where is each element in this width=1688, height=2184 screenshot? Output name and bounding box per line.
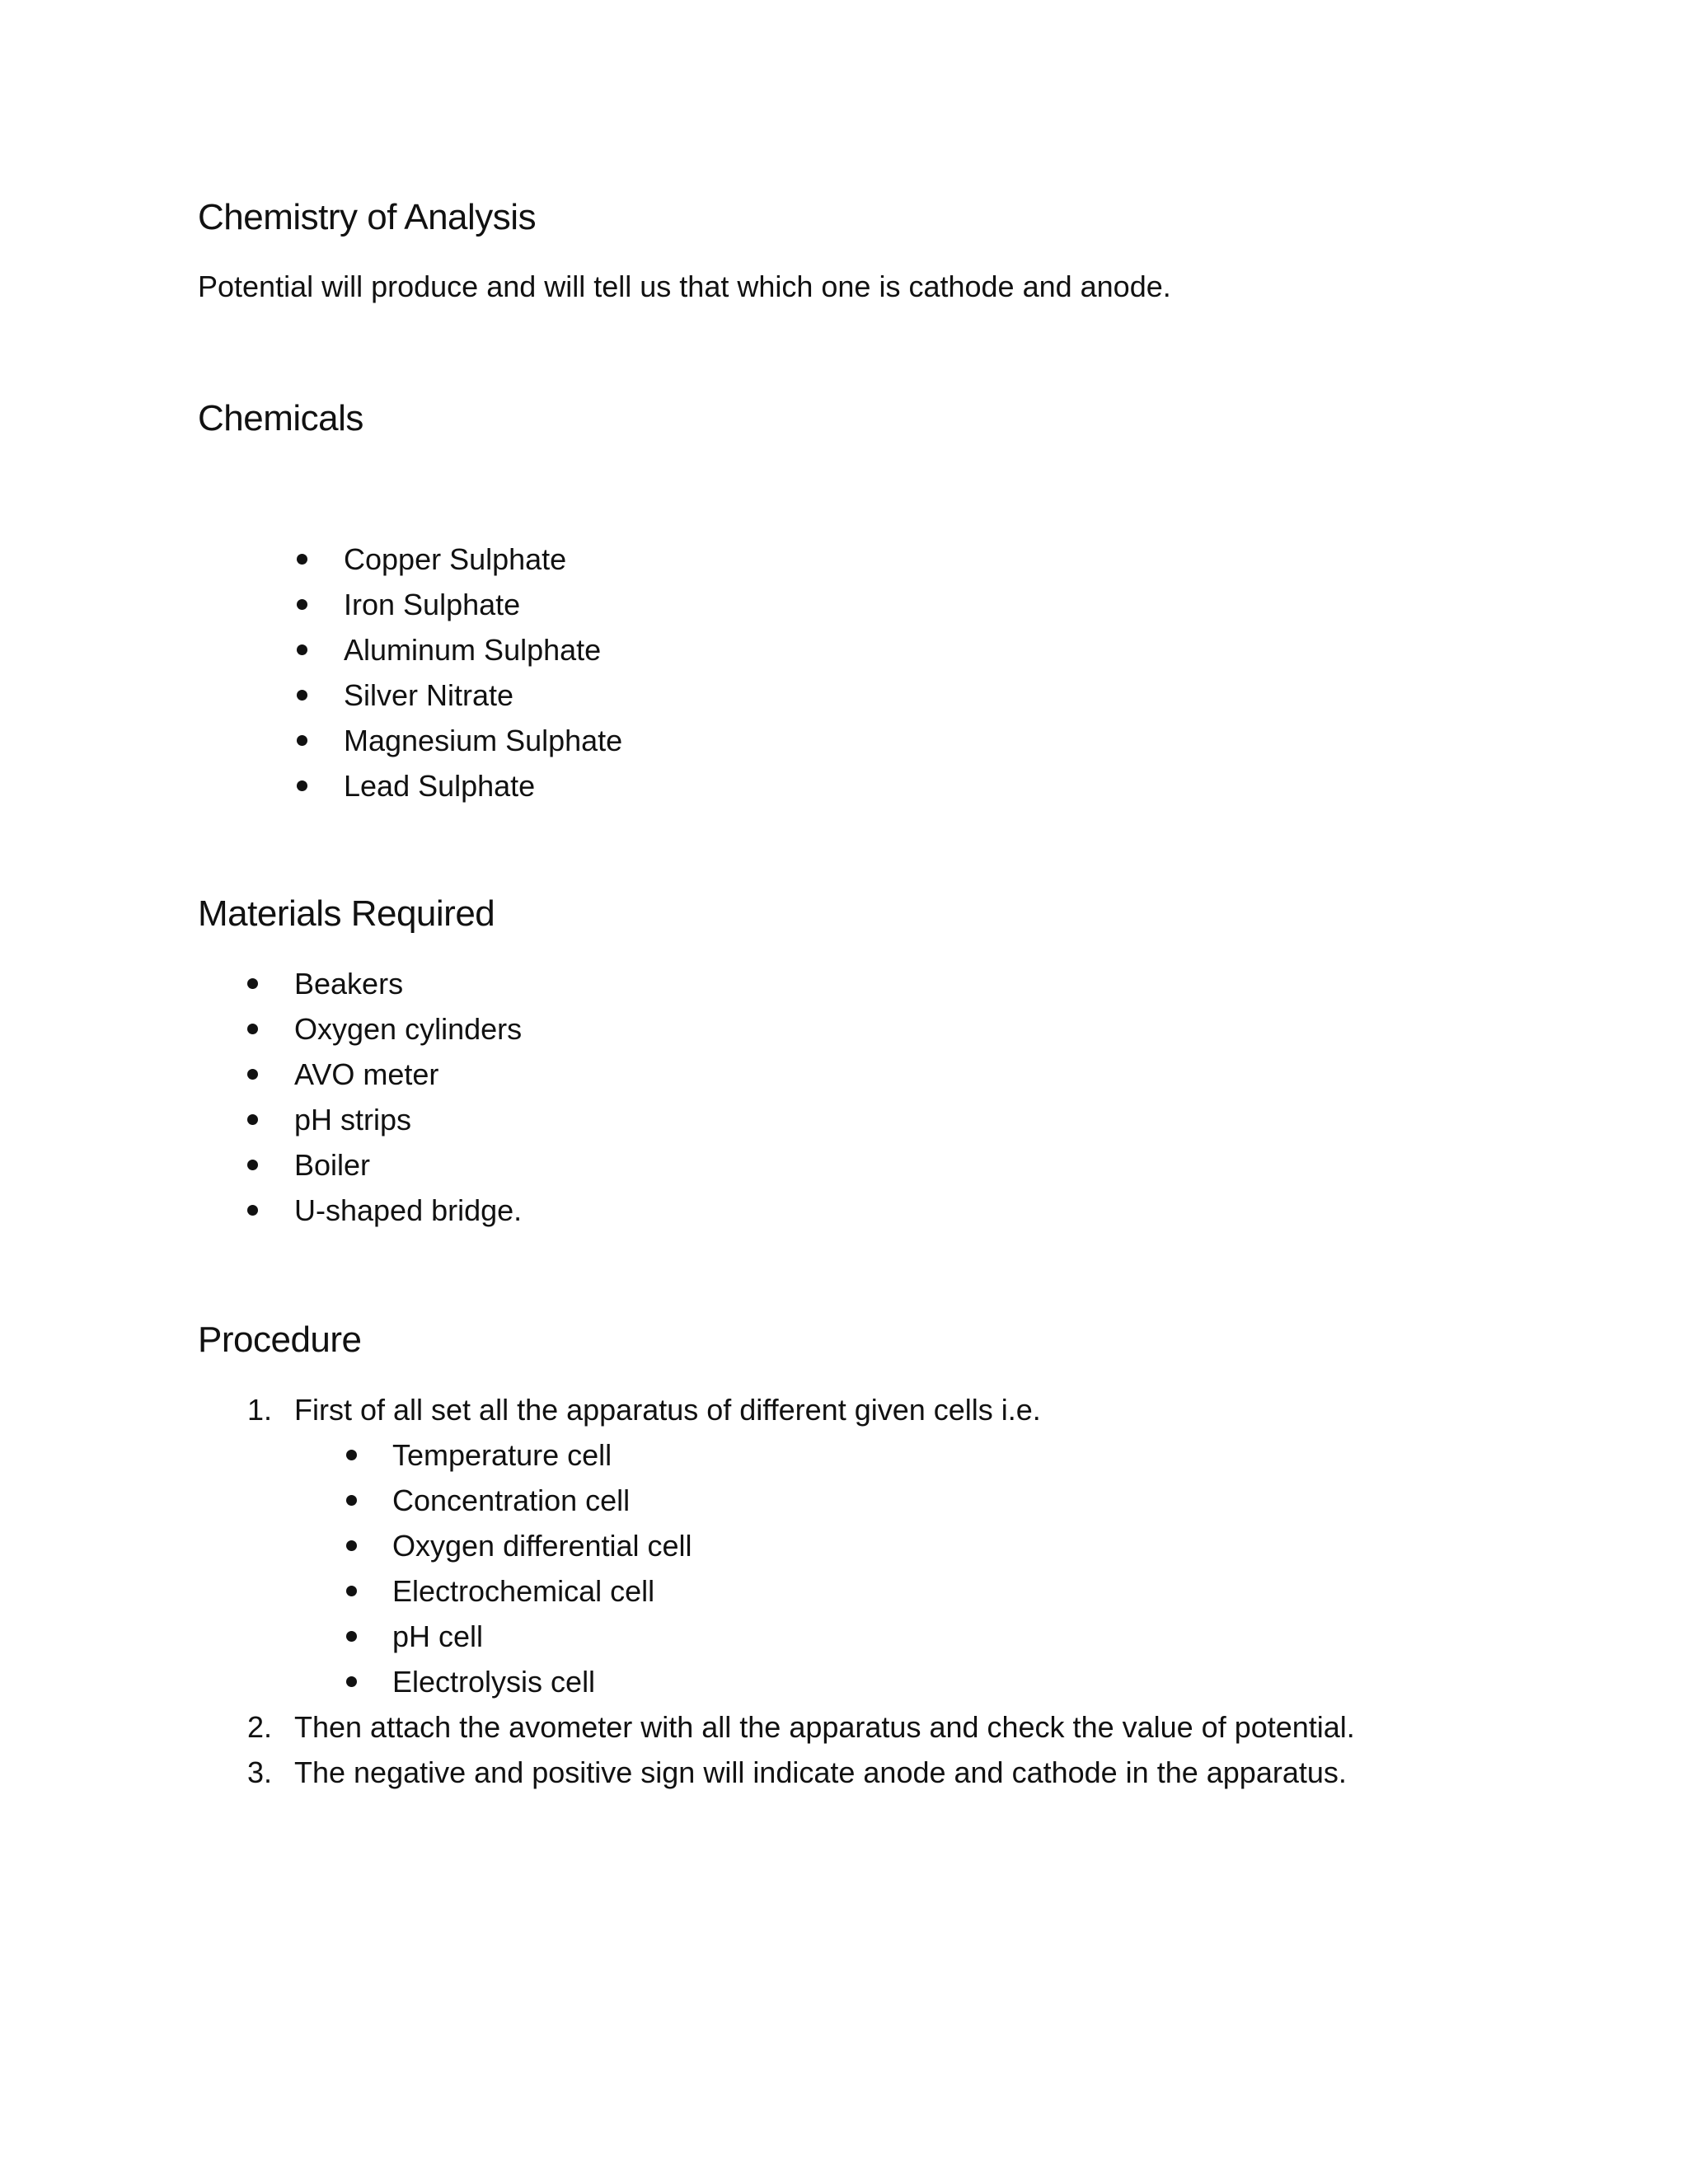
step-number: 1. xyxy=(246,1393,272,1427)
step-text: Then attach the avometer with all the apparatus and check the value of potential. xyxy=(294,1710,1355,1744)
materials-heading: Materials Required xyxy=(198,893,495,934)
step-number: 3. xyxy=(246,1755,272,1789)
list-item-text: pH cell xyxy=(392,1619,484,1653)
list-item xyxy=(346,1568,1462,1614)
bullet-icon xyxy=(247,1160,258,1170)
procedure-step xyxy=(239,1387,1355,1704)
procedure-step xyxy=(239,1750,1355,1795)
bullet-icon xyxy=(297,599,307,610)
bullet-icon xyxy=(297,644,307,655)
list-item-text: AVO meter xyxy=(294,1057,439,1091)
list-item xyxy=(247,1097,522,1142)
list-item xyxy=(247,1006,522,1052)
list-item xyxy=(297,763,622,808)
list-item xyxy=(247,1142,522,1188)
list-item xyxy=(297,718,622,763)
bullet-icon xyxy=(247,1069,258,1080)
bullet-icon xyxy=(346,1450,357,1460)
list-item xyxy=(297,627,622,673)
list-item-text: U-shaped bridge. xyxy=(294,1193,523,1227)
list-item xyxy=(346,1478,1462,1523)
list-item-text: Oxygen cylinders xyxy=(294,1012,523,1046)
page-title: Chemistry of Analysis xyxy=(198,197,537,237)
bullet-icon xyxy=(297,780,307,791)
procedure-heading: Procedure xyxy=(198,1319,362,1360)
list-item-text: Copper Sulphate xyxy=(344,542,567,576)
list-item-text: Iron Sulphate xyxy=(344,588,521,621)
bullet-icon xyxy=(346,1495,357,1506)
list-item xyxy=(346,1614,1462,1659)
list-item-text: Magnesium Sulphate xyxy=(344,724,623,757)
list-item xyxy=(346,1523,1462,1568)
chemicals-list xyxy=(297,537,622,808)
list-item xyxy=(297,582,622,627)
bullet-icon xyxy=(247,978,258,989)
list-item xyxy=(247,1188,522,1233)
materials-list xyxy=(247,961,522,1233)
bullet-icon xyxy=(297,690,307,701)
list-item xyxy=(297,673,622,718)
step-text: First of all set all the apparatus of different given cells i.e. xyxy=(294,1393,1041,1427)
list-item-text: Oxygen differential cell xyxy=(392,1529,692,1563)
list-item xyxy=(247,961,522,1006)
list-item-text: pH strips xyxy=(294,1103,412,1137)
list-item-text: Beakers xyxy=(294,967,404,1001)
bullet-icon xyxy=(346,1631,357,1642)
bullet-icon xyxy=(346,1676,357,1687)
list-item-text: Aluminum Sulphate xyxy=(344,633,602,667)
list-item xyxy=(297,537,622,582)
cells-list xyxy=(346,1432,1462,1704)
bullet-icon xyxy=(247,1024,258,1034)
list-item xyxy=(346,1659,1462,1704)
bullet-icon xyxy=(297,735,307,746)
bullet-icon xyxy=(346,1586,357,1596)
list-item-text: Electrochemical cell xyxy=(392,1574,655,1608)
list-item-text: Concentration cell xyxy=(392,1483,631,1517)
list-item xyxy=(346,1432,1462,1478)
list-item-text: Electrolysis cell xyxy=(392,1665,596,1699)
intro-paragraph: Potential will produce and will tell us that which one is cathode and anode. xyxy=(198,269,1171,303)
procedure-list xyxy=(239,1387,1355,1795)
bullet-icon xyxy=(346,1540,357,1551)
step-text: The negative and positive sign will indicate anode and cathode in the apparatus. xyxy=(294,1755,1347,1789)
bullet-icon xyxy=(247,1114,258,1125)
procedure-step xyxy=(239,1704,1355,1750)
bullet-icon xyxy=(247,1205,258,1216)
bullet-icon xyxy=(297,554,307,565)
list-item-text: Boiler xyxy=(294,1148,371,1182)
chemicals-heading: Chemicals xyxy=(198,398,363,438)
list-item-text: Lead Sulphate xyxy=(344,769,536,803)
list-item-text: Silver Nitrate xyxy=(344,678,514,712)
list-item xyxy=(247,1052,522,1097)
list-item-text: Temperature cell xyxy=(392,1438,612,1472)
step-number: 2. xyxy=(246,1710,272,1744)
